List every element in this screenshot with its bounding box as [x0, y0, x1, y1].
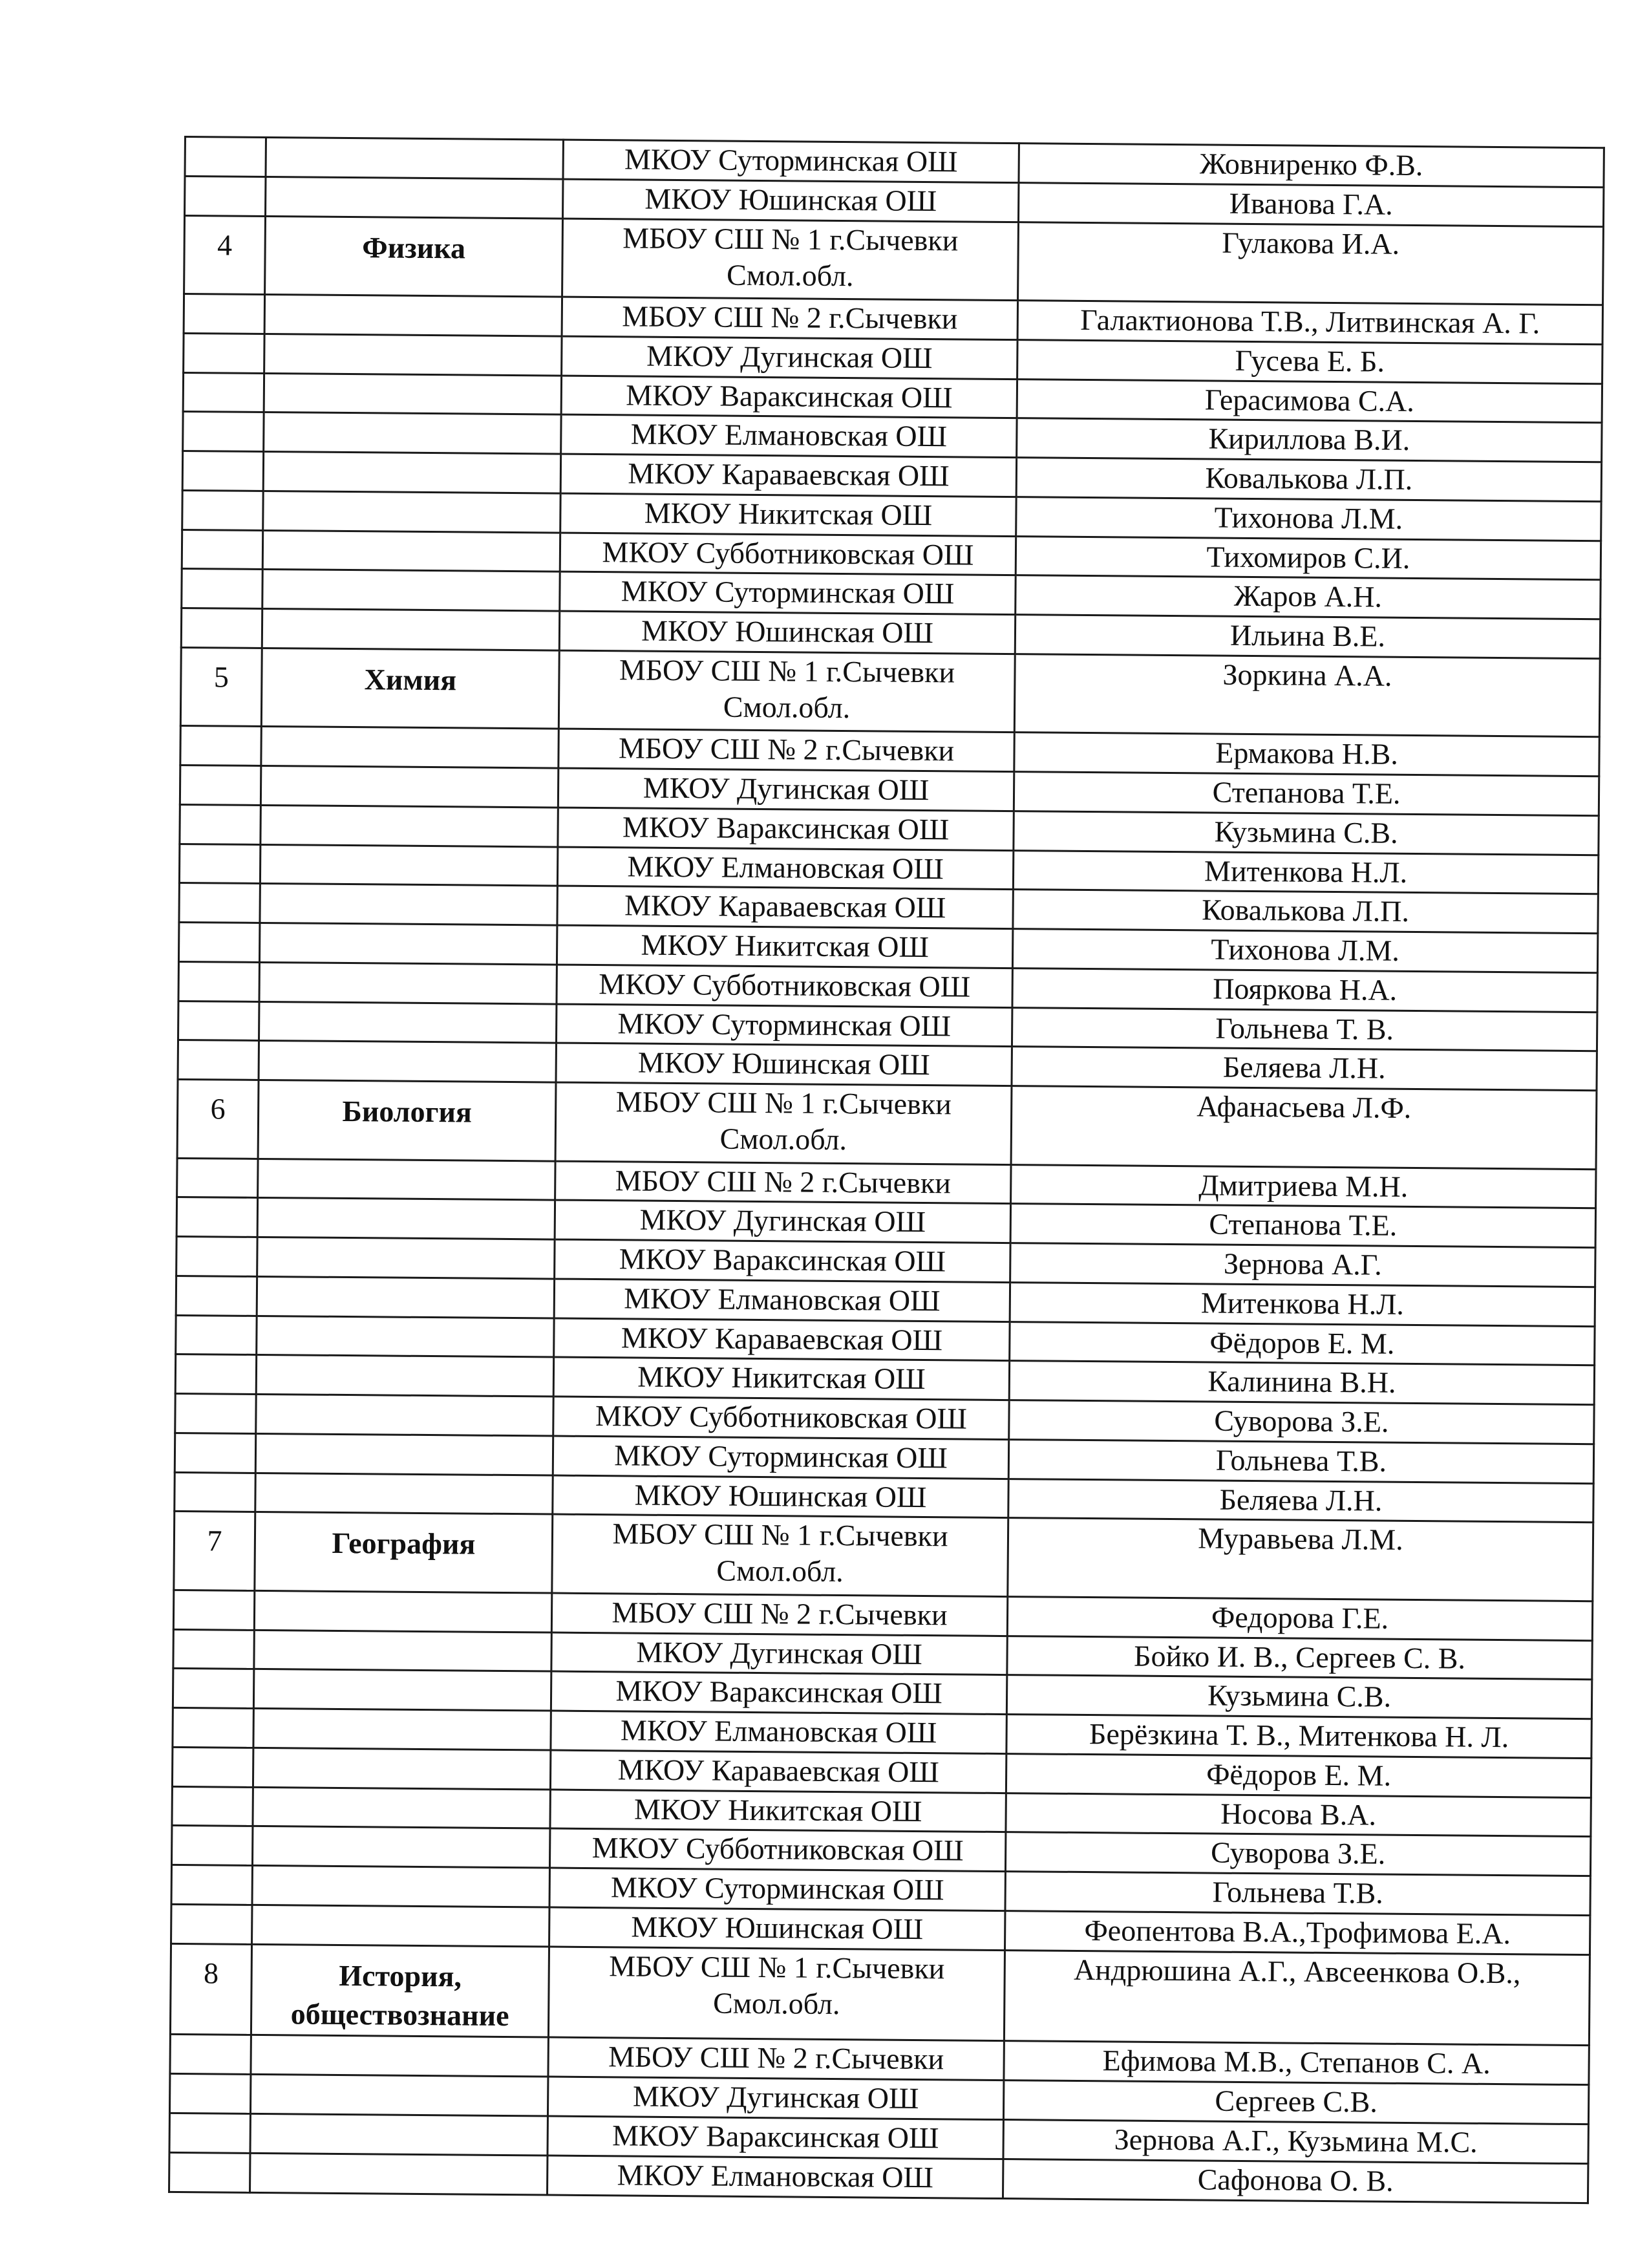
row-number — [175, 1354, 256, 1395]
row-number — [182, 451, 263, 491]
subject-name — [263, 451, 560, 493]
school-name: МКОУ Юшинская ОШ — [559, 611, 1015, 654]
school-name: МКОУ Караваевская ОШ — [560, 454, 1016, 497]
teacher-names: Зоркина А.А. — [1014, 654, 1600, 737]
teacher-names: Федорова Г.Е. — [1007, 1596, 1592, 1640]
teacher-names: Дмитриева М.Н. — [1011, 1164, 1596, 1208]
table-row — [174, 1512, 1593, 1601]
row-number — [181, 608, 262, 648]
row-number — [169, 2152, 250, 2192]
subject-name — [259, 1001, 557, 1043]
teacher-names: Жаров А.Н. — [1016, 575, 1601, 619]
row-number — [185, 137, 266, 177]
subject-name — [253, 1748, 550, 1789]
row-number — [175, 1472, 255, 1512]
subject-name — [261, 765, 558, 807]
school-name: МКОУ Елмановская ОШ — [561, 414, 1017, 457]
row-number — [179, 883, 260, 923]
school-name: МКОУ Елмановская ОШ — [551, 1711, 1006, 1753]
row-number — [179, 844, 260, 884]
row-number — [178, 923, 259, 963]
teacher-names: Афанасьева Л.Ф. — [1011, 1086, 1597, 1170]
row-number — [170, 2035, 251, 2075]
teacher-names: Ильина В.Е. — [1015, 615, 1600, 659]
teacher-names: Жовниренко Ф.В. — [1019, 144, 1604, 187]
row-number — [183, 372, 264, 412]
row-number — [180, 765, 261, 806]
row-number — [176, 1315, 257, 1355]
school-name: МБОУ СШ № 1 г.Сычевки Смол.обл. — [548, 1947, 1005, 2041]
teacher-names: Зернова А.Г., Кузьмина М.С. — [1003, 2119, 1588, 2163]
subject-name: Физика — [265, 216, 563, 297]
teacher-names: Ермакова Н.В. — [1014, 733, 1599, 776]
row-number — [171, 1865, 252, 1905]
school-name: МКОУ Никитская ОШ — [553, 1357, 1009, 1400]
subject-name — [255, 1473, 553, 1514]
teacher-names: Муравьева Л.М. — [1008, 1518, 1593, 1601]
teacher-names: Зернова А.Г. — [1010, 1243, 1595, 1287]
row-number — [169, 2073, 250, 2113]
school-name: МБОУ СШ № 1 г.Сычевки Смол.обл. — [559, 650, 1015, 733]
teacher-names: Ефимова М.В., Степанов С. А. — [1004, 2041, 1589, 2085]
teacher-names: Гусева Е. Б. — [1017, 339, 1602, 383]
school-name: МБОУ СШ № 2 г.Сычевки — [551, 1593, 1007, 1636]
row-number — [182, 530, 262, 570]
row-number — [180, 804, 261, 844]
subject-name — [259, 962, 557, 1003]
row-number — [178, 1001, 259, 1041]
teacher-names: Митенкова Н.Л. — [1010, 1282, 1595, 1326]
subject-name — [259, 1041, 556, 1082]
subject-name — [257, 1316, 554, 1357]
teacher-names: Галактионова Т.В., Литвинская А. Г. — [1017, 301, 1602, 345]
row-number: 6 — [177, 1079, 259, 1158]
subject-name — [256, 1394, 553, 1435]
subject-name — [255, 1433, 553, 1475]
subject-name — [253, 1669, 551, 1711]
teacher-names: Гольнева Т.В. — [1008, 1439, 1593, 1483]
teacher-names: Ковалькова Л.П. — [1016, 458, 1601, 502]
table-body — [169, 137, 1604, 2203]
subject-name — [254, 1590, 551, 1632]
teacher-names: Носова В.А. — [1006, 1793, 1591, 1837]
row-number — [183, 412, 264, 452]
teacher-names: Феопентова В.А.,Трофимова Е.А. — [1005, 1910, 1590, 1954]
school-name: МКОУ Субботниковская ОШ — [560, 533, 1016, 575]
school-name: МКОУ Елмановская ОШ — [554, 1279, 1010, 1321]
teacher-names: Герасимова С.А. — [1017, 379, 1602, 423]
row-number — [178, 1040, 259, 1080]
subject-name — [264, 373, 561, 414]
school-name: МБОУ СШ № 1 г.Сычевки Смол.обл. — [552, 1514, 1008, 1596]
row-number — [178, 961, 259, 1001]
school-name: МБОУ СШ № 1 г.Сычевки Смол.обл. — [562, 219, 1019, 301]
row-number — [176, 1237, 257, 1277]
subject-name — [257, 1237, 555, 1278]
teacher-names: Гольнева Т. В. — [1012, 1007, 1597, 1051]
row-number — [175, 1433, 255, 1473]
school-name: МКОУ Субботниковская ОШ — [553, 1396, 1009, 1439]
row-number: 5 — [180, 647, 262, 726]
teacher-names: Кузьмина С.В. — [1014, 811, 1599, 855]
row-number — [177, 1158, 258, 1198]
teacher-names: Митенкова Н.Л. — [1013, 850, 1598, 894]
teacher-names: Кузьмина С.В. — [1006, 1675, 1591, 1719]
school-name: МКОУ Дугинская ОШ — [555, 1200, 1010, 1243]
teacher-names: Пояркова Н.А. — [1012, 968, 1597, 1012]
subject-name — [258, 1159, 555, 1200]
school-name: МКОУ Караваевская ОШ — [550, 1750, 1006, 1793]
subject-name — [251, 2035, 548, 2077]
subject-name — [263, 491, 560, 532]
school-name: МКОУ Суторминская ОШ — [553, 1436, 1008, 1479]
row-number — [173, 1707, 253, 1748]
school-name: МКОУ Суторминская ОШ — [560, 572, 1016, 614]
row-number — [171, 1826, 252, 1866]
subject-name — [252, 1826, 549, 1868]
row-number — [185, 176, 266, 216]
school-name: МКОУ Субботниковская ОШ — [549, 1828, 1005, 1871]
olympiad-table — [168, 136, 1605, 2204]
teacher-names: Сафонова О. В. — [1003, 2159, 1588, 2203]
teacher-names: Фёдоров Е. М. — [1010, 1321, 1595, 1365]
teacher-names: Кириллова В.И. — [1017, 418, 1602, 462]
teacher-names: Бойко И. В., Сергеев С. В. — [1007, 1636, 1592, 1680]
teacher-names: Тихомиров С.И. — [1016, 536, 1601, 580]
subject-name — [250, 2074, 548, 2115]
school-name: МКОУ Никитская ОШ — [560, 493, 1016, 536]
subject-name — [260, 884, 557, 925]
row-number — [173, 1669, 253, 1709]
teacher-names: Иванова Г.А. — [1018, 182, 1603, 226]
school-name: МБОУ СШ № 2 г.Сычевки — [562, 297, 1017, 339]
row-number — [171, 1904, 252, 1944]
subject-name — [254, 1630, 551, 1671]
school-name: МКОУ Вараксинская ОШ — [558, 808, 1014, 850]
school-name: МКОУ Суторминская ОШ — [556, 1004, 1012, 1047]
teacher-names: Калинина В.Н. — [1009, 1361, 1594, 1405]
document-page — [168, 136, 1603, 2204]
school-name: МКОУ Дугинская ОШ — [562, 336, 1017, 379]
school-name: МКОУ Юшинская ОШ — [553, 1475, 1008, 1518]
teacher-names: Суворова З.Е. — [1005, 1832, 1590, 1876]
subject-name — [261, 805, 558, 846]
subject-name — [250, 2113, 548, 2155]
subject-name — [250, 2153, 548, 2195]
table-row — [170, 1943, 1590, 2046]
row-number — [182, 569, 262, 609]
subject-name — [260, 844, 557, 886]
teacher-names: Степанова Т.Е. — [1010, 1204, 1595, 1248]
school-name: МКОУ Юшинская ОШ — [549, 1907, 1005, 1950]
school-name: МКОУ Елмановская ОШ — [548, 2156, 1003, 2199]
teacher-names: Берёзкина Т. В., Митенкова Н. Л. — [1006, 1715, 1591, 1759]
row-number: 8 — [170, 1943, 251, 2035]
row-number — [184, 294, 264, 334]
teacher-names: Тихонова Л.М. — [1016, 497, 1601, 540]
teacher-names: Беляева Л.Н. — [1008, 1479, 1593, 1523]
school-name: МБОУ СШ № 2 г.Сычевки — [559, 729, 1014, 771]
subject-name — [261, 727, 559, 768]
school-name: МКОУ Караваевская ОШ — [557, 886, 1013, 928]
school-name: МКОУ Юшинская ОШ — [563, 179, 1019, 222]
school-name: МКОУ Дугинская ОШ — [551, 1632, 1007, 1675]
subject-name — [266, 137, 563, 178]
subject-name: Химия — [261, 648, 559, 729]
subject-name — [262, 608, 559, 650]
subject-name: История, обществознание — [251, 1944, 549, 2037]
school-name: МКОУ Вараксинская ОШ — [551, 1671, 1006, 1714]
row-number — [184, 333, 264, 373]
teacher-names: Суворова З.Е. — [1009, 1400, 1594, 1444]
school-name: МКОУ Вараксинская ОШ — [555, 1239, 1010, 1282]
school-name: МКОУ Никитская ОШ — [557, 925, 1012, 968]
school-name: МКОУ Дугинская ОШ — [558, 768, 1014, 811]
subject-name — [252, 1905, 549, 1946]
subject-name: География — [255, 1512, 553, 1593]
school-name: МКОУ Вараксинская ОШ — [561, 376, 1017, 418]
teacher-names: Фёдоров Е. М. — [1006, 1753, 1591, 1797]
school-name: МКОУ Дугинская ОШ — [548, 2077, 1003, 2119]
teacher-names: Сергеев С.В. — [1003, 2081, 1588, 2124]
row-number — [173, 1590, 254, 1630]
teacher-names: Степанова Т.Е. — [1014, 772, 1599, 816]
school-name: МКОУ Юшинская ОШ — [556, 1043, 1012, 1086]
subject-name — [266, 177, 563, 218]
school-name: МКОУ Никитская ОШ — [550, 1790, 1006, 1832]
teacher-names: Гулакова И.А. — [1018, 222, 1604, 305]
subject-name: Биология — [258, 1080, 556, 1161]
subject-name — [259, 923, 557, 964]
school-name: МКОУ Суторминская ОШ — [563, 140, 1019, 182]
school-name: МБОУ СШ № 2 г.Сычевки — [548, 2037, 1004, 2080]
school-name: МКОУ Вараксинская ОШ — [548, 2116, 1003, 2159]
row-number — [176, 1276, 257, 1316]
school-name: МКОУ Субботниковская ОШ — [557, 965, 1012, 1007]
subject-name — [257, 1198, 555, 1239]
subject-name — [262, 570, 560, 611]
row-number — [176, 1197, 257, 1237]
subject-name — [252, 1865, 549, 1907]
subject-name — [262, 530, 560, 572]
teacher-names: Беляева Л.Н. — [1012, 1047, 1597, 1091]
row-number — [169, 2113, 250, 2153]
subject-name — [264, 295, 562, 336]
table-row — [180, 647, 1600, 737]
teacher-names: Андрюшина А.Г., Авсеенкова О.В., — [1004, 1950, 1590, 2046]
subject-name — [257, 1276, 554, 1318]
row-number: 4 — [184, 215, 266, 294]
school-name: МБОУ СШ № 2 г.Сычевки — [555, 1161, 1011, 1204]
subject-name — [264, 334, 562, 375]
subject-name — [256, 1355, 553, 1396]
table-row — [177, 1079, 1597, 1169]
row-number — [172, 1786, 253, 1826]
school-name: МБОУ СШ № 1 г.Сычевки Смол.обл. — [555, 1082, 1012, 1164]
school-name: МКОУ Суторминская ОШ — [549, 1868, 1005, 1910]
subject-name — [253, 1787, 550, 1828]
row-number — [172, 1747, 253, 1787]
row-number — [182, 490, 263, 530]
school-name: МКОУ Елмановская ОШ — [557, 847, 1013, 890]
table-row — [184, 215, 1604, 305]
row-number: 7 — [174, 1512, 255, 1590]
row-number — [173, 1629, 254, 1669]
row-number — [180, 726, 261, 766]
teacher-names: Тихонова Л.М. — [1012, 929, 1597, 973]
subject-name — [253, 1708, 551, 1749]
teacher-names: Гольнева Т.В. — [1005, 1872, 1590, 1916]
subject-name — [264, 412, 561, 454]
row-number — [175, 1393, 256, 1433]
teacher-names: Ковалькова Л.П. — [1013, 890, 1598, 934]
school-name: МКОУ Караваевская ОШ — [554, 1318, 1010, 1361]
